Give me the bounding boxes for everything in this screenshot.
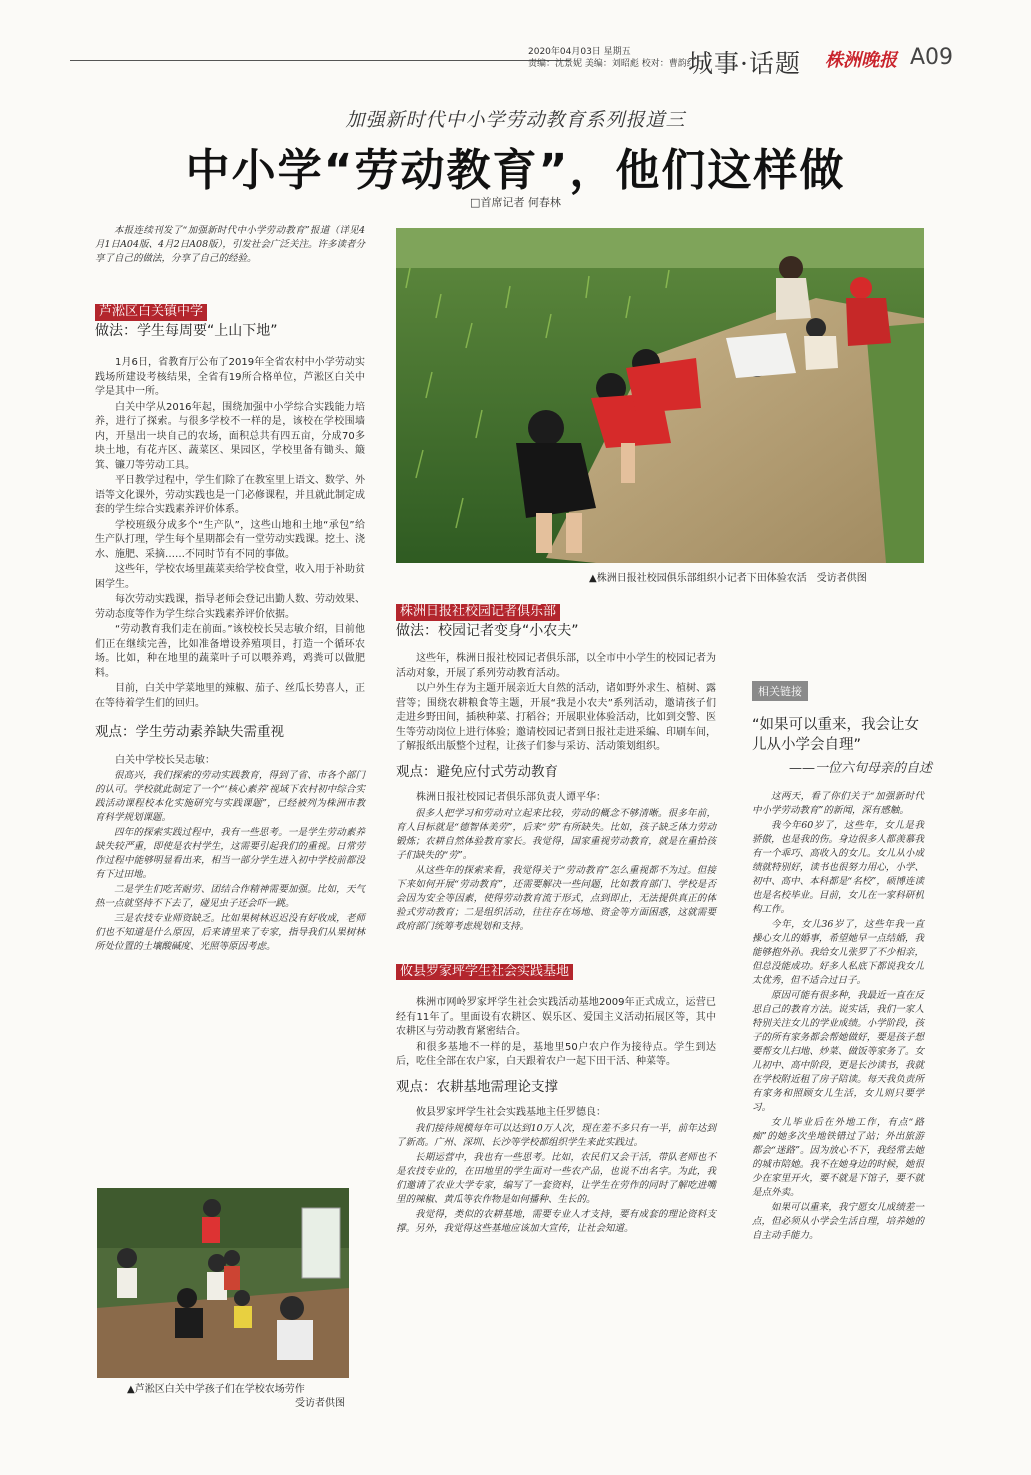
related-paragraph: 我今年60岁了，这些年，女儿是我骄傲，也是我的伤。身边很多人都羡慕我有一个乖巧、高收入的女儿。女儿从小成绩就特别好，读书也很努力用心，小学、初中、高中、本科都是“名校”，硕博连读也是名校毕业。目前，女儿在一家科研机构工作。 xyxy=(752,820,924,915)
photo-rice-paddy xyxy=(396,228,924,563)
quote-paragraph: 很多人把学习和劳动对立起来比较，劳动的概念不够清晰。很多年前，育人目标就是“德智体美劳”，后来“劳”有所缺失。比如，孩子缺乏体力劳动锻炼；农耕自然体验教育家长。我觉得，国家重视劳动教育，就是在重拾孩子们缺失的“劳”。 xyxy=(396,807,716,861)
speaker: 攸县罗家坪学生社会实践基地主任罗德良： xyxy=(416,1107,606,1118)
middle-column xyxy=(396,596,716,1237)
paper-logo: 株洲晚报 xyxy=(825,50,897,71)
body-paragraph: 和很多基地不一样的是，基地里50户农户作为接待点。学生到达后，吃住全部在农户家，白天跟着农户一起下田干活、种菜等。 xyxy=(396,1041,716,1067)
section-how-baiguan: 做法：学生每周要“上山下地” xyxy=(95,322,278,339)
related-body xyxy=(752,790,924,1243)
header-rule xyxy=(70,60,570,61)
related-link xyxy=(752,680,932,1244)
related-subtitle: ——一位六旬母亲的自述 xyxy=(788,761,932,776)
body-paragraph: “劳动教育我们走在前面。”该校校长吴志敏介绍，目前他们正在继续完善，比如准备增设养殖项目，打造一个循环农场。比如，种在地里的蔬菜叶子可以喂养鸡，鸡粪可以做肥料。 xyxy=(95,624,365,679)
quote-paragraph: 我觉得，类似的农耕基地，需要专业人才支持，要有成套的理论资料支撑。另外，我觉得这些基地应该加大宣传，让社会知道。 xyxy=(396,1208,716,1234)
related-title: “如果可以重来，我会让女儿从小学会自理” xyxy=(752,717,920,753)
body-paragraph: 以户外生存为主题开展亲近大自然的活动，诸如野外求生、植树、露营等；围绕农耕粮食等主题，开展“我是小农夫”系列活动，邀请孩子们走进乡野田间，插秧种菜、打稻谷；开展职业体验活动，比如到交警、医生等劳动岗位上进行体验；邀请校园记者到日报社走进采编、印刷车间，了解报纸出版整个过程，让孩子们参与采访、活动策划组织。 xyxy=(396,683,716,752)
speaker: 白关中学校长吴志敏： xyxy=(115,754,215,766)
view-heading-base: 观点：农耕基地需理论支撑 xyxy=(396,1078,558,1095)
quote-paragraph: 很高兴，我们探索的劳动实践教育，得到了省、市各个部门的认可。学校就此制定了一个“‘核心素养’视域下农村初中综合实践活动课程校本化实施研究与实践课题”，已经被列为株洲市教育科学规划课题。 xyxy=(95,770,365,823)
section-tag-base: 攸县罗家坪学生社会实践基地 xyxy=(396,964,573,981)
photo-bottom-caption-line2: 受访者供图 xyxy=(295,1398,345,1409)
body-paragraph: 这些年，株洲日报社校园记者俱乐部，以全市中小学生的校园记者为活动对象，开展了系列劳动教育活动。 xyxy=(396,653,716,679)
quote-paragraph: 二是学生们吃苦耐劳、团结合作精神需要加强。比如，天气热一点就坚持不下去了，碰见虫子还会吓一跳。 xyxy=(95,884,365,909)
issue-date: 2020年04月03日 星期五 xyxy=(528,47,631,57)
photo-school-farm xyxy=(97,1188,349,1378)
body-paragraph: 1月6日，省教育厅公布了2019年全省农村中小学劳动实践场所建设考核结果，全省有19所合格单位，芦淞区白关中学是其中一所。 xyxy=(95,357,365,397)
related-paragraph: 女儿毕业后在外地工作，有点“路痴”的她多次坐地铁错过了站；外出旅游都会“迷路”。因为放心不下，我经常去她的城市陪她。我不在她身边的时候，她很少在家里开火，要不就是下馆子，要不就是点外卖。 xyxy=(752,1117,924,1198)
photo-bottom-caption-line1: ▲芦淞区白关中学孩子们在学校农场劳作 xyxy=(127,1384,305,1395)
section-tag-baiguan: 芦淞区白关镇中学 xyxy=(95,304,207,321)
body-paragraph: 学校班级分成多个“生产队”，这些山地和土地“承包”给生产队打理，学生每个星期都会有一堂劳动实践课。挖土、浇水、施肥、采摘……不同时节有不同的事做。 xyxy=(95,519,365,560)
body-paragraph: 目前，白关中学菜地里的辣椒、茄子、丝瓜长势喜人，正在等待着学生们的回归。 xyxy=(95,683,365,709)
view-heading-club: 观点：避免应付式劳动教育 xyxy=(396,763,558,780)
series-title: 加强新时代中小学劳动教育系列报道三 xyxy=(345,109,686,131)
speaker: 株洲日报社校园记者俱乐部负责人谭平华： xyxy=(416,792,606,803)
header-meta xyxy=(528,46,696,70)
related-paragraph: 这两天，看了你们关于“加强新时代中小学劳动教育”的新闻，深有感触。 xyxy=(752,791,924,816)
intro-paragraph: 本报连续刊发了“加强新时代中小学劳动教育”报道（详见4月1日A04版、4月2日A08版），引发社会广泛关注。许多读者分享了自己的做法，分享了自己的经验。 xyxy=(95,225,365,264)
editor-credits: 责编：沈景妮 美编：刘昭彪 校对：曹韵红 xyxy=(528,59,696,69)
body-paragraph: 株洲市网岭罗家坪学生社会实践活动基地2009年正式成立，运营已经有11年了。里面设有农耕区、娱乐区、爱国主义活动拓展区等，其中农耕区与劳动教育紧密结合。 xyxy=(396,997,716,1037)
quote-paragraph: 三是农技专业师资缺乏。比如果树林迟迟没有好收成，老师们也不知道是什么原因，后来请里来了专家，指导我们从果树林所处位置的土壤酸碱度、光照等原因考虑。 xyxy=(95,913,365,952)
photo-top-caption: ▲株洲日报社校园俱乐部组织小记者下田体验农活 受访者供图 xyxy=(589,573,867,584)
quote-paragraph: 长期运营中，我也有一些思考。比如，农民们又会干活，带队老师也不是农技专业的，在田地里的学生面对一些农产品，也说不出名字。为此，我们邀请了农业大学专家，编写了一套资料，让学生在劳作的同时了解吃进嘴里的辣椒、黄瓜等农作物是如何播种、生长的。 xyxy=(396,1151,716,1205)
quote-paragraph: 我们接待规模每年可以达到10万人次，现在差不多只有一半，前年达到了新高。广州、深圳、长沙等学校都组织学生来此实践过。 xyxy=(396,1122,716,1148)
page-number: A09 xyxy=(910,45,954,70)
rice-paddy-illustration xyxy=(396,228,924,563)
body-paragraph: 平日教学过程中，学生们除了在教室里上语文、数学、外语等文化课外，劳动实践也是一门必修课程，并且就此制定成套的学生综合实践素养评价体系。 xyxy=(95,475,365,515)
quote-paragraph: 四年的探索实践过程中，我有一些思考。一是学生劳动素养缺失较严重，即使是农村学生，这需要引起我们的重视。日常劳作过程中能够明显看出来，相当一部分学生进入初中学校前都没有下过田地。 xyxy=(95,827,365,880)
photo-bottom-caption xyxy=(127,1383,357,1411)
byline: □首席记者 何春林 xyxy=(470,196,561,209)
quote-paragraph: 从这些年的探索来看，我觉得关于“劳动教育”怎么重视都不为过。但接下来如何开展“劳动教育”，还需要解决一些问题，比如教育部门、学校是否会因为安全等因素，使得劳动教育流于形式，点到即止，无法提供真正的体验式劳动教育；二是组织活动，往往存在场地、资金等方面困惑，这就需要政府部门统筹考虑规划和支持。 xyxy=(396,864,716,932)
body-paragraph: 白关中学从2016年起，围绕加强中小学综合实践能力培养，进行了探索。与很多学校不一样的是，该校在学校围墙内，开垦出一块自己的农场，面积总共有四五亩，分成70多块土地，有花卉区、蔬菜区、果园区，学校里备有锄头、簸箕、镰刀等劳动工具。 xyxy=(95,401,365,471)
headline: 中小学“劳动教育”，他们这样做 xyxy=(185,145,846,196)
view-heading-baiguan: 观点：学生劳动素养缺失需重视 xyxy=(95,724,284,740)
body-paragraph: 这些年，学校农场里蔬菜卖给学校食堂，收入用于补助贫困学生。 xyxy=(95,564,365,590)
related-paragraph: 原因可能有很多种，我最近一直在反思自己的教育方法。说实话，我们一家人特别关注女儿的学业成绩。小学阶段，孩子的所有家务都会帮她做好，要是孩子想要帮女儿扫地、炒菜、做饭等家务了。女儿初中、高中阶段，更是长沙读书，我就在学校附近租了房子陪读。每天我负责所有家务和照顾女儿生活，女儿则只要学习。 xyxy=(752,990,924,1113)
body-paragraph: 每次劳动实践课，指导老师会登记出勤人数、劳动效果、劳动态度等作为学生综合实践素养评价依据。 xyxy=(95,594,365,620)
related-paragraph: 如果可以重来，我宁愿女儿成绩差一点，但必须从小学会生活自理，培养她的自主动手能力。 xyxy=(752,1202,924,1241)
related-link-badge: 相关链接 xyxy=(752,681,808,701)
left-column xyxy=(95,224,365,955)
section-label: 城事·话题 xyxy=(688,49,801,78)
section-tag-club: 株洲日报社校园记者俱乐部 xyxy=(396,604,560,621)
section-how-club: 做法：校园记者变身“小农夫” xyxy=(396,622,579,639)
school-farm-illustration xyxy=(97,1188,349,1378)
related-paragraph: 今年，女儿36岁了，这些年我一直操心女儿的婚事，希望她早一点结婚，我能够抱外孙。我给女儿张罗了不少相亲，但总没能成功。好多人私底下都说我女儿太优秀，但不适合过日子。 xyxy=(752,919,924,986)
